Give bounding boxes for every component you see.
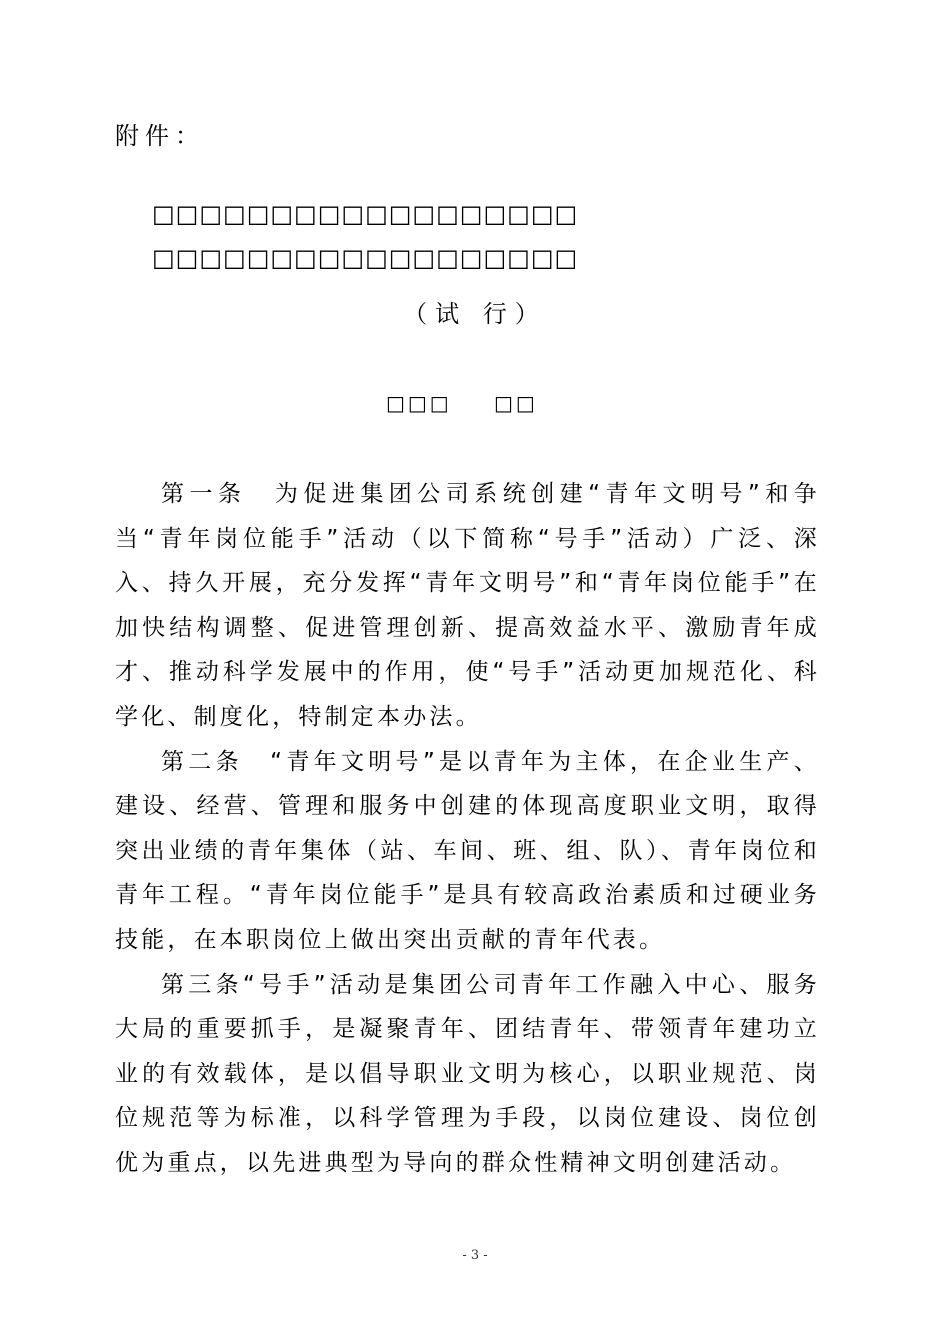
- document-title-line-2: □□□□□□□□□□□□□□□□□□: [152, 244, 579, 272]
- document-subtitle: （试 行）: [403, 300, 547, 328]
- document-body: [115, 472, 820, 1186]
- chapter-number: □□□: [386, 391, 452, 415]
- article-paragraph-1: 第一条 为促进集团公司系统创建“青年文明号”和争当“青年岗位能手”活动（以下简称“号手”活动）广泛、深入、持久开展，充分发挥“青年文明号”和“青年岗位能手”在加快结构调整、促进管理创新、提高效益水平、激励青年成才、推动科学发展中的作用，使“号手”活动更加规范化、科学化、制度化，特制定本办法。: [115, 481, 820, 730]
- document-title-line-1: □□□□□□□□□□□□□□□□□□: [152, 200, 579, 228]
- article-paragraph-2: 第二条 “青年文明号”是以青年为主体，在企业生产、建设、经营、管理和服务中创建的体现高度职业文明，取得突出业绩的青年集体（站、车间、班、组、队）、青年岗位和青年工程。“青年岗位能手”是具有较高政治素质和过硬业务技能，在本职岗位上做出突出贡献的青年代表。: [115, 748, 820, 953]
- article-paragraph-3: 第三条“号手”活动是集团公司青年工作融入中心、服务大局的重要抓手，是凝聚青年、团结青年、带领青年建功立业的有效载体，是以倡导职业文明为核心，以职业规范、岗位规范等为标准，以科学管理为手段，以岗位建设、岗位创优为重点，以先进典型为导向的群众性精神文明创建活动。: [115, 971, 820, 1176]
- chapter-title: □□: [494, 391, 538, 415]
- page-number: - 3 -: [462, 1248, 488, 1263]
- attachment-label: 附件：: [115, 122, 205, 150]
